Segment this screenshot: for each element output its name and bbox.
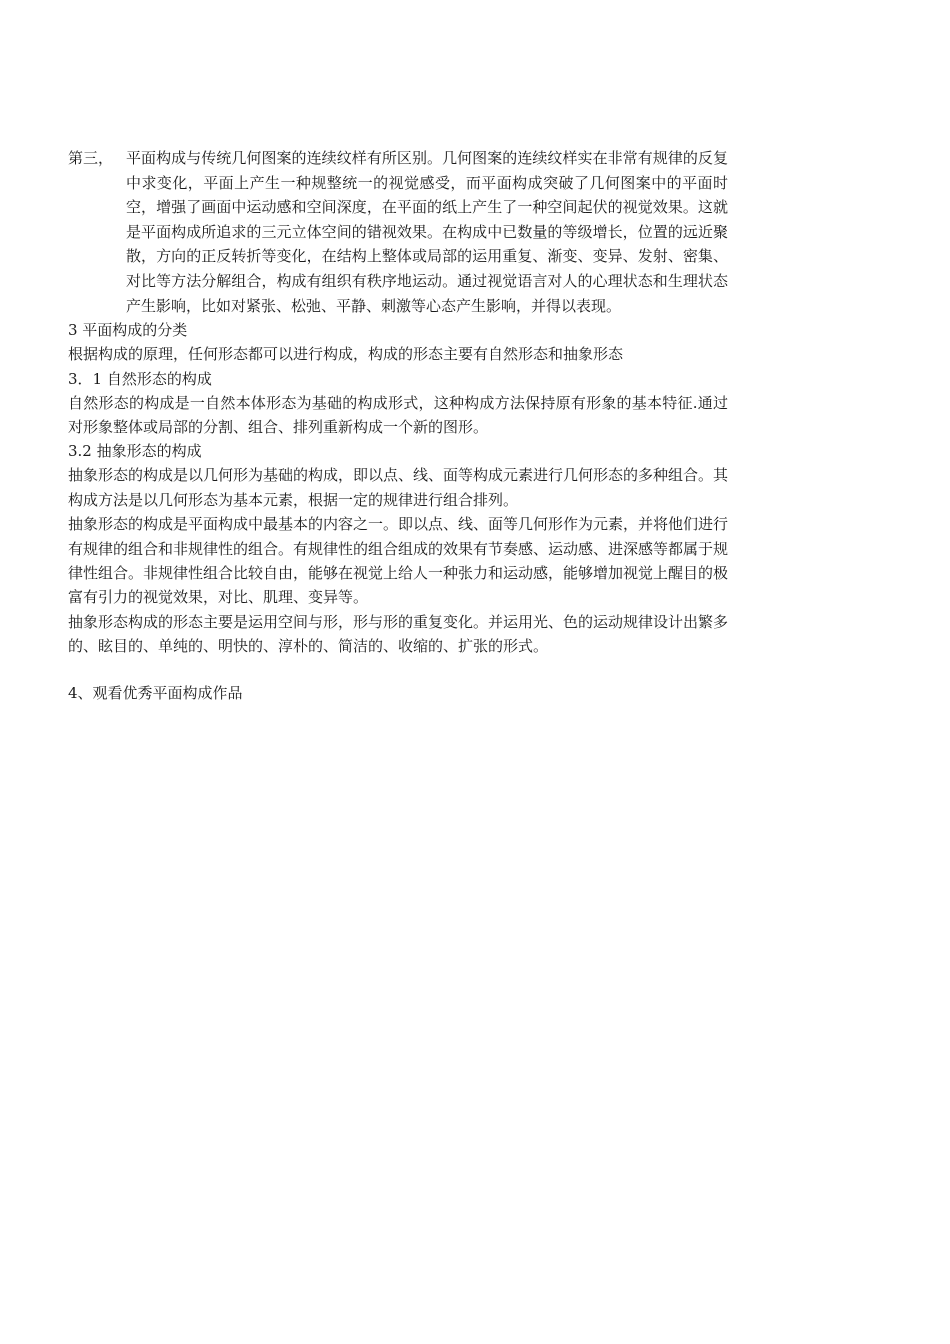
- section-3-1-heading: 3．1 自然形态的构成: [68, 369, 212, 388]
- section-4-heading: 4、观看优秀平面构成作品: [68, 683, 243, 702]
- point-third: [68, 146, 728, 318]
- section-3-2-paragraph: 抽象形态的构成是以几何形为基础的构成，即以点、线、面等构成元素进行几何形态的多种组合。其构成方法是以几何形态为基本元素，根据一定的规律进行组合排列。: [68, 466, 729, 509]
- section-3-1-text: 自然形态的构成是一自然本体形态为基础的构成形式，这种构成方法保持原有形象的基本特征.通过对形象整体或局部的分割、组合、排列重新构成一个新的图形。: [68, 393, 728, 436]
- section-3-heading: 3 平面构成的分类: [68, 321, 188, 340]
- section-3-2-heading: 3.2 抽象形态的构成: [68, 442, 202, 461]
- section-3-intro: 根据构成的原理，任何形态都可以进行构成，构成的形态主要有自然形态和抽象形态: [68, 345, 624, 364]
- document-body: [68, 146, 728, 705]
- section-3-2-paragraph: 抽象形态的构成是平面构成中最基本的内容之一。即以点、线、面等几何形作为元素，并将他们进行有规律的组合和非规律性的组合。有规律性的组合组成的效果有节奏感、运动感、进深感等都属于规律性组合。非规律性组合比较自由，能够在视觉上给人一种张力和运动感，能够增加视觉上醒目的极富有引力的视觉效果，对比、肌理、变异等。: [68, 515, 729, 607]
- point-third-label: 第三，: [68, 149, 114, 167]
- paragraph-gap: [68, 659, 728, 681]
- section-3-2-paragraph: 抽象形态构成的形态主要是运用空间与形，形与形的重复变化。并运用光、色的运动规律设计出繁多的、眩目的、单纯的、明快的、淳朴的、简洁的、收缩的、扩张的形式。: [68, 612, 729, 656]
- point-third-text: 平面构成与传统几何图案的连续纹样有所区别。几何图案的连续纹样实在非常有规律的反复中求变化，平面上产生一种规整统一的视觉感受，而平面构成突破了几何图案中的平面时空，增强了画面中运动感和空间深度，在平面的纸上产生了一种空间起伏的视觉效果。这就是平面构成所追求的三元立体空间的错视效果。在构成中已数量的等级增长，位置的远近聚散，方向的正反转折等变化，在结构上整体或局部的运用重复、渐变、变异、发射、密集、对比等方法分解组合，构成有组织有秩序地运动。通过视觉语言对人的心理状态和生理状态产生影响，比如对紧张、松弛、平静、刺激等心态产生影响，并得以表现。: [126, 149, 728, 315]
